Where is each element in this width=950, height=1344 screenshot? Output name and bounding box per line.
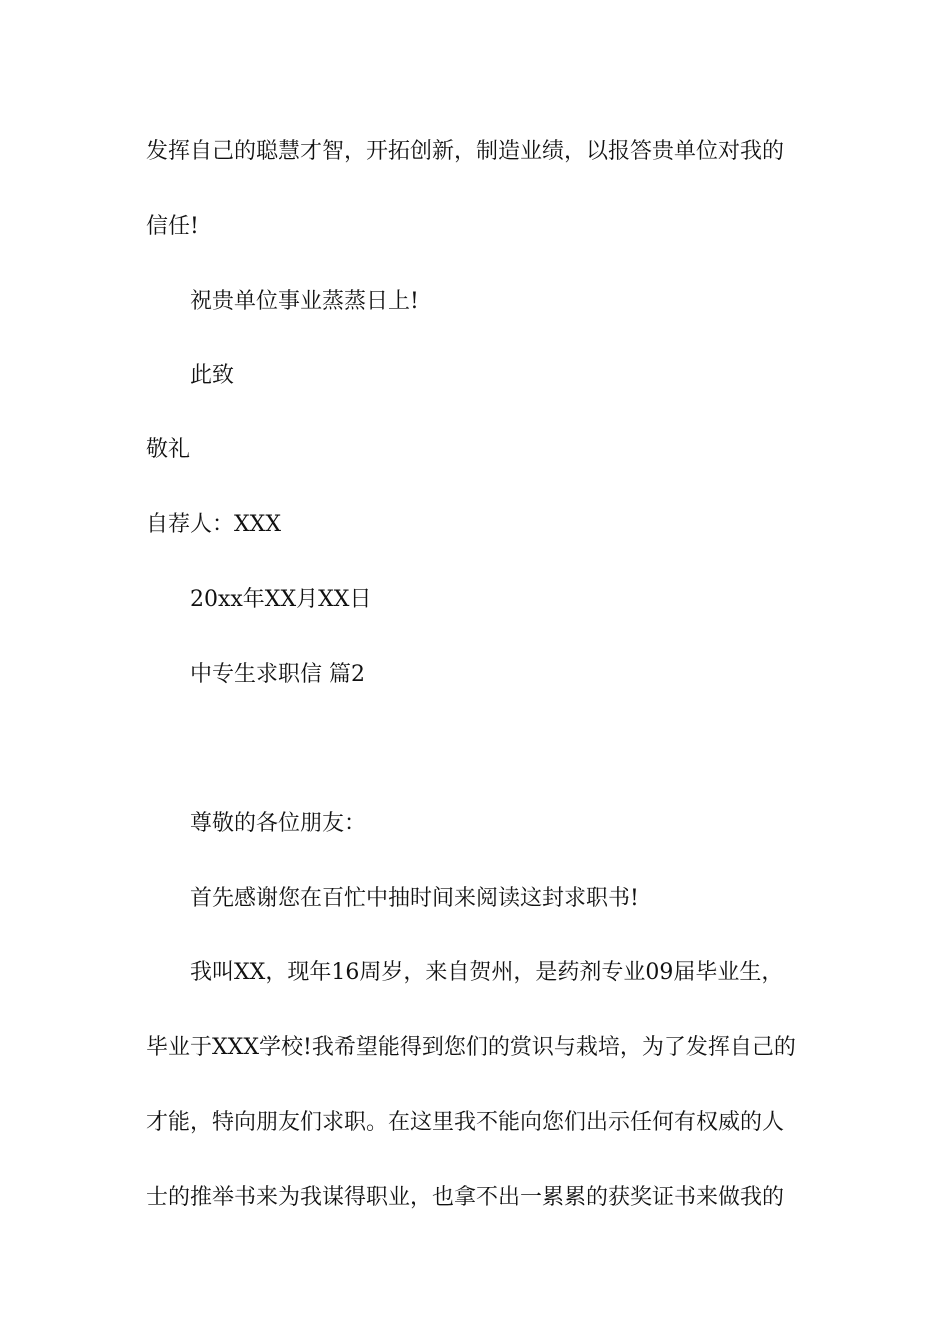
body-text-line: 士的推举书来为我谋得职业，也拿不出一累累的获奖证书来做我的 (146, 1185, 785, 1210)
section-heading: 中专生求职信 篇2 (190, 662, 365, 687)
signature-date: 20xx年XX月XX日 (190, 587, 372, 612)
signature-name: 自荐人：XXX (146, 512, 281, 537)
body-text-line: 发挥自己的聪慧才智，开拓创新，制造业绩，以报答贵单位对我的 (146, 139, 785, 164)
closing-wish: 祝贵单位事业蒸蒸日上! (190, 289, 419, 314)
closing-salutation: 此致 (190, 363, 235, 388)
greeting: 尊敬的各位朋友： (190, 811, 367, 836)
body-text-line: 毕业于XXX学校!我希望能得到您们的赏识与栽培，为了发挥自己的 (146, 1035, 796, 1060)
body-text-line: 才能，特向朋友们求职。在这里我不能向您们出示任何有权威的人 (146, 1110, 785, 1135)
body-text-line: 信任! (146, 214, 199, 239)
closing-respect: 敬礼 (146, 437, 191, 462)
body-text-line: 我叫XX，现年16周岁，来自贺州，是药剂专业09届毕业生， (190, 960, 784, 985)
body-text-line: 首先感谢您在百忙中抽时间来阅读这封求职书! (190, 886, 639, 911)
